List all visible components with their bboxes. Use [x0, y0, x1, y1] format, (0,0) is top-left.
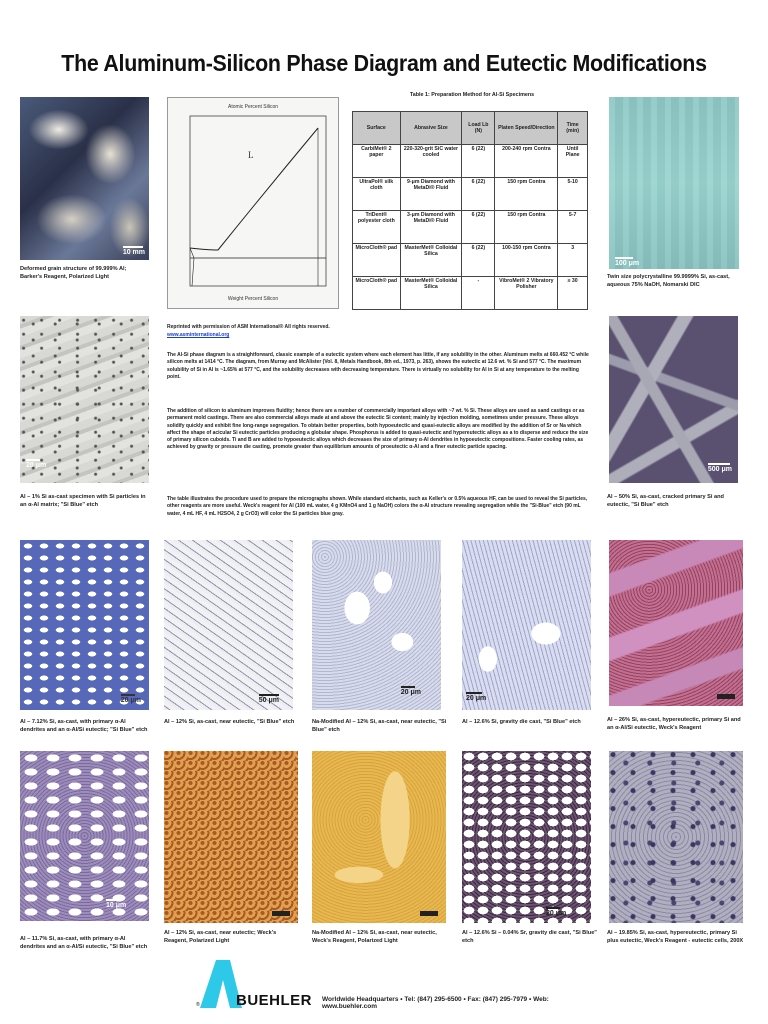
table-cell: 9-μm Diamond with MetaDi® Fluid [400, 178, 462, 211]
table-header: Platen Speed/Direction [495, 112, 558, 145]
table-cell: 150 rpm Contra [495, 211, 558, 244]
diagram-credit: Reprinted with permission of ASM International® All rights reserved. [167, 324, 330, 330]
table-cell: 3 [558, 244, 588, 277]
caption-al-12-si: Al – 12% Si, as-cast, near eutectic, "Si Blue" etch [164, 719, 295, 725]
table-header-row [353, 112, 588, 145]
svg-text:®: ® [196, 1002, 200, 1008]
table-cell: CarbiMet® 2 paper [353, 145, 401, 178]
table-cell: MasterMet® Colloidal Silica [400, 244, 462, 277]
table-cell: UltraPol® silk cloth [353, 178, 401, 211]
scale-bar [272, 911, 290, 917]
micrograph-al-11-7-si [20, 751, 149, 921]
micrograph-al-12-si-weck [164, 751, 298, 923]
caption-al-7-si: Al – 7.12% Si, as-cast, with primary α-Al dendrites and an α-Al/Si eutectic; "Si Blue" etch [20, 719, 148, 733]
silicon-paragraph: The addition of silicon to aluminum improves fluidity; hence there are a number of commercially important alloys with ~7 wt. % Si. These alloys are used as sand castings or as permanent mold castings. There are also commercial alloys made at and above the eutectic Si content; mainly by injection molding, sometimes under pressure. These alloys solidify quickly and exhibit fine long-range segregation. To obtain better properties, both hypoeutectic and quasi-eutectic alloys are modified by the addition of Sr or Na which affect the shape of acicular Si eutectic particles producing a globular shape. Phosphorus is added to quasi-eutectic and hypereutectic alloys as a to disperse and reduce the size of primary silicon cuboids. Ti and B are added to hypoeutectic alloys which decreases the size of primary α-Al dendrites in hypoeutectic compositions. Faster cooling rates, as achieved by gravity or pressure die casting, promote greater than equilibrium amounts of proeutectic α-Al and a finer eutectic particle spacing. [167, 408, 589, 451]
table-row [353, 178, 588, 211]
caption-al-11-7-si: Al – 11.7% Si, as-cast, with primary α-Al dendrites and an α-Al/Si eutectic, "Si Blue" etch [20, 936, 148, 950]
scale-bar: 500 μm [708, 463, 732, 473]
table-header: Load Lb (N) [462, 112, 495, 145]
micrograph-al-1-si [20, 316, 149, 483]
table-header: Time (min) [558, 112, 588, 145]
table-cell: 6 (22) [462, 145, 495, 178]
etchant-paragraph: The table illustrates the procedure used to prepare the micrographs shown. While standard etchants, such as Keller's or 0.5% aqueous HF, can be used to reveal the Si particles, other reagents are more useful. Weck's reagent for Al (100 mL water, 4 g KMnO4 and 1 g NaOH) colors the α-Al structure revealing segregation while the "Si-Blue" etch (90 mL water, 4 mL HF, 4 mL H2SO4, 2 g CrO3) will color the Si particles blue gray. [167, 496, 588, 517]
micrograph-na-modified-weck [312, 751, 446, 923]
intro-paragraph: The Al-Si phase diagram is a straightforward, classic example of a eutectic system where each element has little, if any solubility in the other. Aluminum melts at 660.452 °C while silicon melts at 1414 °C. The diagram, from Murray and McAlister (Vol. 8, Metals Handbook, 8th ed., 1973, p. 263), shows the eutectic at 12.6 wt. % Si and 577 °C. The maximum solubility of Si in Al is ~1.65% at 577 °C, and the solubility decreases with decreasing temperature. There is virtually no solubility for Al in Si at any temperature to the melting point. [167, 352, 589, 380]
scale-bar: 20 μm [546, 907, 566, 917]
scale-bar: 100 μm [615, 257, 639, 267]
caption-silicon-twins: Twin size polycrystalline 99.9999% Si, as-cast, aqueous 75% NaOH, Nomarski DIC [607, 274, 730, 288]
micrograph-al-7-si [20, 540, 149, 710]
table-cell: Until Plane [558, 145, 588, 178]
scale-bar: 10 μm [106, 899, 126, 909]
table-cell: ≥ 30 [558, 277, 588, 310]
caption-na-modified-al-12-si: Na-Modified Al – 12% Si, as-cast, near eutectic, "Si Blue" etch [312, 719, 447, 733]
micrograph-silicon-twins [609, 97, 739, 269]
caption-deformed-grain: Deformed grain structure of 99.999% Al; Barker's Reagent, Polarized Light [20, 266, 127, 280]
table-row [353, 244, 588, 277]
micrograph-na-modified-al-12-si [312, 540, 441, 710]
caption-al-12-si-weck: Al – 12% Si, as-cast, near eutectic; Weck's Reagent, Polarized Light [164, 930, 277, 944]
caption-al-50-si: Al – 50% Si, as-cast, cracked primary Si and eutectic, "Si Blue" etch [607, 494, 724, 508]
table-cell: 5-7 [558, 211, 588, 244]
caption-al-19-85-si: Al – 19.85% Si, as-cast, hypereutectic, primary Si plus eutectic, Weck's Reagent - eutectic cells, 200X [607, 930, 744, 944]
diagram-top-label: Atomic Percent Silicon [227, 104, 279, 110]
preparation-table [352, 111, 588, 310]
table-cell: 220-320-grit SiC water cooled [400, 145, 462, 178]
scale-bar [717, 694, 735, 700]
table-row [353, 211, 588, 244]
caption-al-12-6-si-sr: Al – 12.6% Si – 0.04% Sr, gravity die cast, "Si Blue" etch [462, 930, 597, 944]
scale-bar: 10 mm [123, 246, 145, 256]
table-cell: 6 (22) [462, 211, 495, 244]
asm-link[interactable]: www.asminternational.org [167, 332, 230, 338]
caption-al-1-si: Al – 1% Si as-cast specimen with Si particles in an α-Al matrix; "Si Blue" etch [20, 494, 146, 508]
caption-al-12-6-si: Al – 12.6% Si, gravity die cast, "Si Blue" etch [462, 719, 581, 725]
table-cell: MicroCloth® pad [353, 244, 401, 277]
table-cell: 100-150 rpm Contra [495, 244, 558, 277]
table-row [353, 145, 588, 178]
table-cell: TriDent® polyester cloth [353, 211, 401, 244]
micrograph-deformed-grain [20, 97, 149, 260]
footer-contact: Worldwide Headquarters • Tel: (847) 295-6500 • Fax: (847) 295-7979 • Web: www.buehler.com [322, 996, 549, 1010]
table-caption: Table 1: Preparation Method for Al-Si Specimens [409, 92, 535, 98]
table-cell: 5-10 [558, 178, 588, 211]
table-cell: 6 (22) [462, 244, 495, 277]
micrograph-al-12-si [164, 540, 293, 710]
table-cell: MicroCloth® pad [353, 277, 401, 310]
micrograph-al-26-si [609, 540, 743, 706]
liquid-region-label: L [248, 150, 254, 160]
caption-al-26-si: Al – 26% Si, as-cast, hypereutectic, primary Si and an α-Al/Si eutectic, Weck's Reagent [607, 717, 741, 731]
scale-bar: 20 μm [466, 692, 486, 702]
table-header: Abrasive Size [400, 112, 462, 145]
brand-name: BUEHLER [236, 992, 313, 1009]
diagram-bottom-label: Weight Percent Silicon [227, 296, 279, 302]
table-cell: 150 rpm Contra [495, 178, 558, 211]
micrograph-al-12-6-si-sr [462, 751, 591, 923]
table-cell: - [462, 277, 495, 310]
micrograph-al-12-6-si [462, 540, 591, 710]
scale-bar [420, 911, 438, 917]
table-cell: MasterMet® Colloidal Silica [400, 277, 462, 310]
phase-diagram [167, 97, 339, 309]
scale-bar: 20 μm [121, 694, 141, 704]
scale-bar: 50 μm [259, 694, 279, 704]
micrograph-al-50-si [609, 316, 738, 483]
table-cell: 6 (22) [462, 178, 495, 211]
scale-bar: 20 μm [26, 459, 46, 469]
table-cell: 3-μm Diamond with MetaDi® Fluid [400, 211, 462, 244]
table-row [353, 277, 588, 310]
liquidus-curve [190, 128, 318, 250]
table-cell: VibroMet® 2 Vibratory Polisher [495, 277, 558, 310]
scale-bar: 20 μm [401, 686, 421, 696]
phase-diagram-plot [168, 98, 338, 308]
poster-title: The Aluminum-Silicon Phase Diagram and Eutectic Modifications [61, 50, 707, 76]
caption-na-modified-weck: Na-Modified Al – 12% Si, as-cast, near eutectic, Weck's Reagent, Polarized Light [312, 930, 437, 944]
table-header: Surface [353, 112, 401, 145]
table-cell: 200-240 rpm Contra [495, 145, 558, 178]
micrograph-al-19-85-si [609, 751, 743, 923]
